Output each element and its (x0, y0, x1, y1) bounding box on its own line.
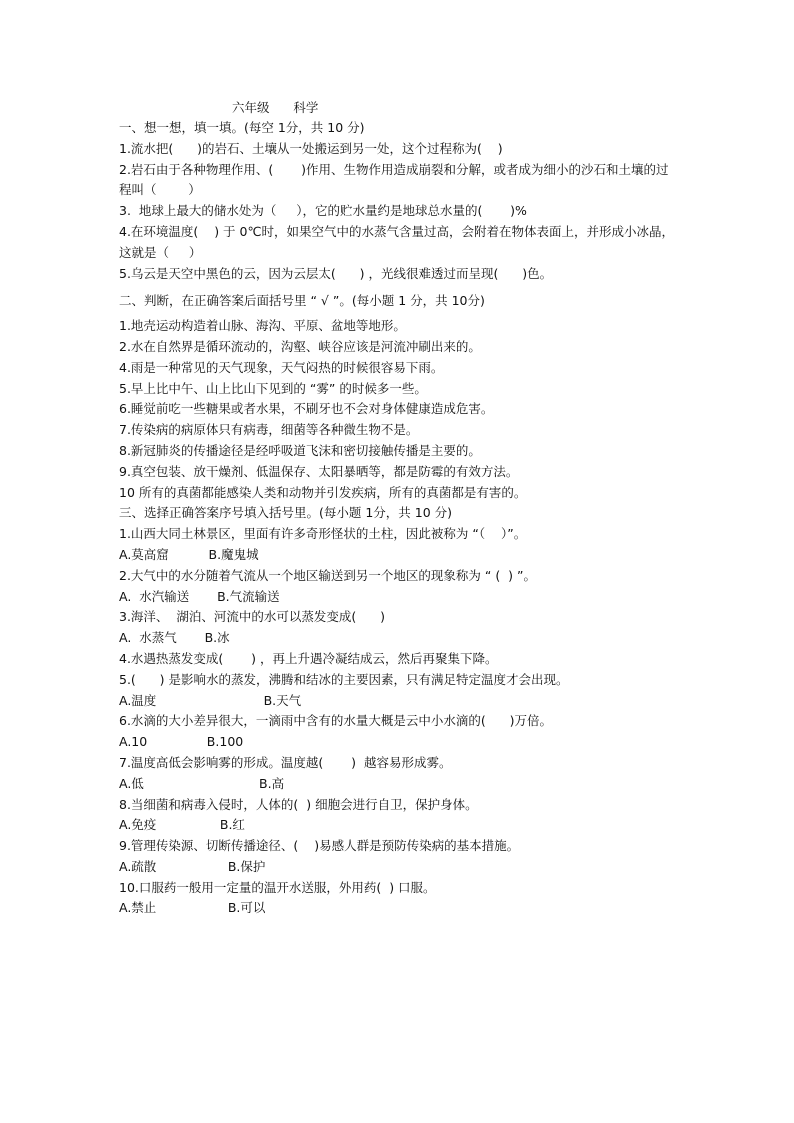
choice-question: 9.管理传染源、切断传播途径、( )易感人群是预防传染病的基本措施。 (119, 838, 520, 854)
section-heading: 三、选择正确答案序号填入括号里。(每小题 1分，共 10 分) (119, 505, 453, 521)
choice-options: A. 水蒸气 B.冰 (119, 630, 230, 646)
choice-options: A.温度 B.天气 (119, 692, 302, 708)
choice-options: A.低 B.高 (119, 775, 285, 791)
question-item: 2.水在自然界是循环流动的，沟壑、峡谷应该是河流冲刷出来的。 (119, 338, 481, 354)
choice-options: A.疏散 B.保护 (119, 858, 266, 874)
choice-options: A.莫高窟 B.魔鬼城 (119, 546, 259, 562)
question-item: 4.在环境温度( ) 于 0℃时，如果空气中的水蒸气含量过高，会附着在物体表面上，并形成小冰晶，这就是（ ） (119, 223, 675, 260)
question-item: 1.地壳运动构造着山脉、海沟、平原、盆地等地形。 (119, 318, 406, 334)
question-item: 2.岩石由于各种物理作用、( )作用、生物作用造成崩裂和分解，或者成为细小的沙石和土壤的过程叫（ ） (119, 161, 669, 198)
page-title: 六年级 科学 (232, 100, 319, 115)
choice-question: 3.海洋、 湖泊、河流中的水可以蒸发变成( ) (119, 609, 385, 625)
section-heading: 一、想一想，填一填。(每空 1分，共 10 分) (119, 120, 365, 135)
choice-question: 8.当细菌和病毒入侵时，人体的( ) 细胞会进行自卫，保护身体。 (119, 796, 478, 812)
section-judgement (119, 291, 679, 503)
choice-question: 5.( ) 是影响水的蒸发，沸腾和结冰的主要因素，只有满足特定温度才会出现。 (119, 671, 569, 687)
section-multiple-choice (119, 503, 679, 919)
choice-options: A.禁止 B.可以 (119, 900, 266, 916)
question-item: 10 所有的真菌都能感染人类和动物并引发疾病，所有的真菌都是有害的。 (119, 484, 527, 500)
question-item: 7.传染病的病原体只有病毒，细菌等各种微生物不是。 (119, 422, 419, 438)
section-fill-in (119, 118, 679, 284)
question-item: 4.雨是一种常见的天气现象，天气闷热的时候很容易下雨。 (119, 359, 444, 375)
question-item: 6.睡觉前吃一些糖果或者水果，不刷牙也不会对身体健康造成危害。 (119, 401, 494, 417)
question-item: 9.真空包装、放干燥剂、低温保存、太阳暴晒等，都是防霉的有效方法。 (119, 463, 519, 479)
question-item: 5.早上比中午、山上比山下见到的 “雾” 的时候多一些。 (119, 380, 427, 396)
question-item: 8.新冠肺炎的传播途径是经呼吸道飞沫和密切接触传播是主要的。 (119, 442, 481, 458)
question-item: 1.流水把( )的岩石、土壤从一处搬运到另一处，这个过程称为( ) (119, 140, 503, 156)
worksheet-body (119, 118, 679, 919)
choice-options: A. 水汽输送 B.气流输送 (119, 588, 280, 604)
choice-question: 2.大气中的水分随着气流从一个地区输送到另一个地区的现象称为 “ ( ) ”。 (119, 567, 536, 583)
choice-options: A.免疫 B.红 (119, 817, 245, 833)
choice-question: 6.水滴的大小差异很大，一滴雨中含有的水量大概是云中小水滴的( )万倍。 (119, 713, 553, 729)
choice-question: 4.水遇热蒸发变成( ) ，再上升遇冷凝结成云，然后再聚集下降。 (119, 650, 498, 666)
choice-question: 1.山西大同土林景区，里面有许多奇形怪状的土柱，因此被称为 “（ ）”。 (119, 526, 527, 542)
choice-question: 10.口服药一般用一定量的温开水送服，外用药( ) 口服。 (119, 879, 436, 895)
question-item: 5.乌云是天空中黑色的云，因为云层太( ) ，光线很难透过而呈现( )色。 (119, 265, 553, 281)
section-heading: 二、判断，在正确答案后面括号里 “ √ ”。(每小题 1 分，共 10分) (119, 293, 485, 309)
choice-question: 7.温度高低会影响雾的形成。温度越( ) 越容易形成雾。 (119, 754, 452, 770)
choice-options: A.10 B.100 (119, 734, 244, 750)
question-item: 3. 地球上最大的储水处为（ ），它的贮水量约是地球总水量的( )% (119, 203, 527, 219)
